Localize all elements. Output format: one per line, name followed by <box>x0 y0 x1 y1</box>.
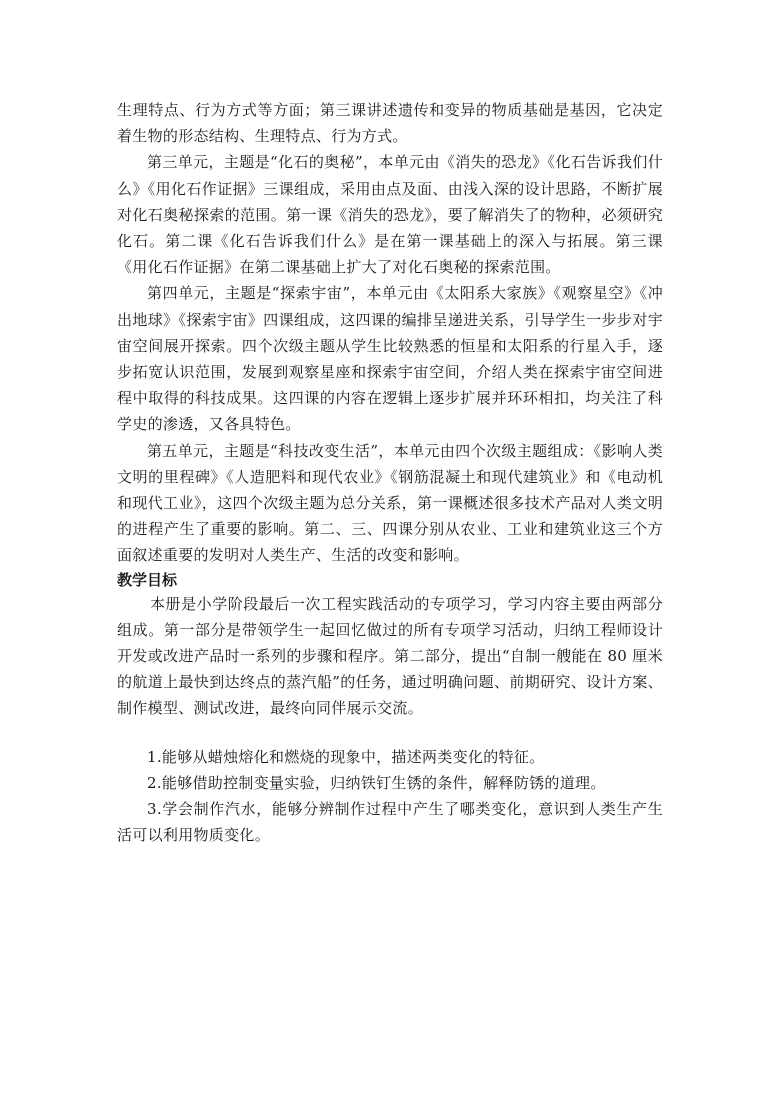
goal-item-3: 3.学会制作汽水，能够分辨制作过程中产生了哪类变化，意识到人类生产生活可以利用物质变化。 <box>117 800 663 845</box>
section-heading-teaching-goals: 教学目标 <box>117 570 178 589</box>
document-page <box>117 97 663 848</box>
goal-item-1: 1.能够从蜡烛熔化和燃烧的现象中，描述两类变化的特征。 <box>147 747 545 766</box>
blank-line <box>117 722 663 744</box>
goal-item-2: 2.能够借助控制变量实验，归纳铁钉生锈的条件，解释防锈的道理。 <box>147 773 606 792</box>
paragraph-intro: 本册是小学阶段最后一次工程实践活动的专项学习，学习内容主要由两部分组成。第一部分是带领学生一起回忆做过的所有专项学习活动，归纳工程师设计开发或改进产品时一系列的步骤和程序。第二部分，提出“自制一艘能在 80 厘米的航道上最快到达终点的蒸汽船”的任务，通过明确问题、前期研究、设计方案、制作模型、测试改进，最终向同伴展示交流。 <box>117 594 663 718</box>
paragraph-unit-four: 第四单元，主题是“探索宇宙”，本单元由《太阳系大家族》《观察星空》《冲出地球》《探索宇宙》四课组成，这四课的编排呈递进关系，引导学生一步步对宇宙空间展开探索。四个次级主题从学生比较熟悉的恒星和太阳系的行星入手，逐步拓宽认识范围，发展到观察星座和探索宇宙空间，介绍人类在探索宇宙空间进程中取得的科技成果。这四课的内容在逻辑上逐步扩展并环环相扣，均关注了科学史的渗透，又各具特色。 <box>117 284 663 434</box>
paragraph-unit-three: 第三单元，主题是“化石的奥秘”，本单元由《消失的恐龙》《化石告诉我们什么》《用化石作证据》三课组成，采用由点及面、由浅入深的设计思路，不断扩展对化石奥秘探索的范围。第一课《消失的恐龙》，要了解消失了的物种，必须研究化石。第二课《化石告诉我们什么》是在第一课基础上的深入与拓展。第三课《用化石作证据》在第二课基础上扩大了对化石奥秘的探索范围。 <box>117 153 663 277</box>
paragraph-unit-two-end: 生理特点、行为方式等方面；第三课讲述遗传和变异的物质基础是基因，它决定着生物的形态结构、生理特点、行为方式。 <box>117 101 663 146</box>
paragraph-unit-five: 第五单元，主题是“科技改变生活”，本单元由四个次级主题组成：《影响人类文明的里程碑》《人造肥料和现代农业》《钢筋混凝土和现代建筑业》和《电动机和现代工业》，这四个次级主题为总分关系，第一课概述很多技术产品对人类文明的进程产生了重要的影响。第二、三、四课分别从农业、工业和建筑业这三个方面叙述重要的发明对人类生产、生活的改变和影响。 <box>117 441 663 565</box>
